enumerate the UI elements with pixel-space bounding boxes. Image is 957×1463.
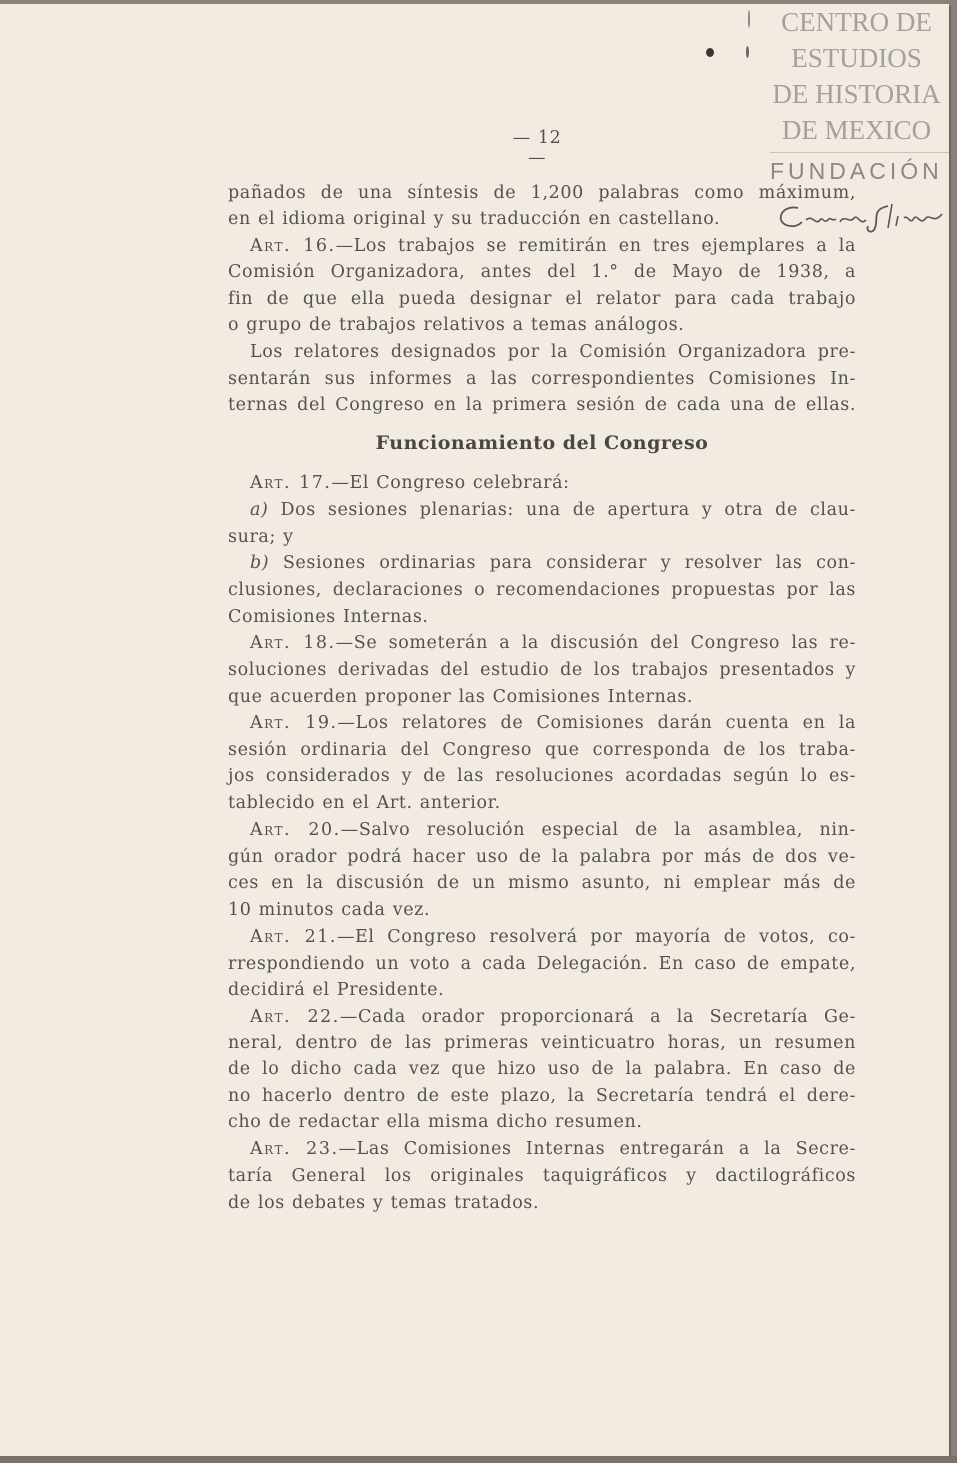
text-line: sentarán sus informes a las correspondientes Comisiones In- [228,369,856,389]
text-span: Sesiones ordinarias para considerar y resolver las con- [269,553,856,573]
text-line: 10 minutos cada vez. [228,900,431,920]
text-line: taría General los originales taquigráficos y dactilográficos [228,1166,856,1186]
text-line: que acuerden proponer las Comisiones Internas. [228,687,694,707]
stamp-line: CENTRO DE [781,7,932,37]
text-line: rrespondiendo un voto a cada Delegación. En caso de empate, [228,954,856,974]
library-stamp [764,4,949,154]
list-letter: a) [250,500,269,520]
text-span: —Se someterán a la discusión del Congreso las re- [335,633,856,653]
text-line [250,632,856,654]
text-line [250,712,856,734]
article-label: Art. 18. [250,633,336,653]
text-line: neral, dentro de las primeras veinticuatro horas, un resumen [228,1033,856,1053]
text-line: sesión ordinaria del Congreso que corresponda de los traba- [228,740,856,760]
text-line: Comisión Organizadora, antes del 1.° de Mayo de 1938, a [228,262,856,282]
text-line: pañados de una síntesis de 1,200 palabras como máximum, [228,183,856,203]
text-line [250,1138,856,1160]
text-line: fin de que ella pueda designar el relator para cada trabajo [228,289,856,309]
stamp-line: DE HISTORIA [772,79,941,109]
ink-speck [746,46,749,58]
article-label: Art. 23. [250,1139,339,1159]
text-line [250,819,856,841]
text-line: o grupo de trabajos relativos a temas análogos. [228,315,685,335]
list-letter: b) [250,553,270,573]
text-line: tablecido en el Art. anterior. [228,793,501,813]
article-label: Art. 19. [250,713,338,733]
text-line: de los debates y temas tratados. [228,1193,540,1213]
text-line: decidirá el Presidente. [228,980,445,1000]
article-label: Art. 17. [250,473,332,493]
section-heading: Funcionamiento del Congreso [375,432,709,454]
text-line [250,926,856,948]
text-span: —El Congreso celebrará: [331,473,570,493]
article-label: Art. 16. [250,236,336,256]
scan-edge [0,1456,957,1463]
text-line: jos considerados y de las resoluciones acordadas según lo es- [228,766,856,786]
text-line: en el idioma original y su traducción en castellano. [228,209,721,229]
article-label: Art. 20. [250,820,341,840]
text-span: —Cada orador proporcionará a la Secretaría Ge- [339,1007,856,1027]
ink-speck [706,48,714,57]
text-line [250,1006,856,1028]
article-label: Art. 22. [250,1007,340,1027]
text-line: no hacerlo dentro de este plazo, la Secretaría tendrá el dere- [228,1086,856,1106]
stamp-divider [770,152,949,153]
fundacion-label: FUNDACIÓN [770,158,943,184]
text-span: —Los relatores de Comisiones darán cuenta en la [337,713,856,733]
text-span: —Las Comisiones Internas entregarán a la Secre- [338,1139,856,1159]
text-line [250,499,856,521]
text-span: —El Congreso resolverá por mayoría de votos, co- [336,927,856,947]
text-line: ces en la discusión de un mismo asunto, ni emplear más de [228,873,856,893]
text-span: Dos sesiones plenarias: una de apertura y otra de clau- [268,500,856,520]
ink-speck [748,10,750,28]
text-line: de lo dicho cada vez que hizo uso de la palabra. En caso de [228,1059,856,1079]
text-line: cho de redactar ella misma dicho resumen. [228,1112,643,1132]
text-line: sura; y [228,527,294,547]
text-line: Comisiones Internas. [228,607,429,627]
text-line [250,552,856,574]
text-line: clusiones, declaraciones o recomendaciones propuestas por las [228,580,856,600]
article-label: Art. 21. [250,927,337,947]
text-line [250,235,856,257]
stamp-line: DE MEXICO [781,115,932,145]
text-line [250,472,856,494]
text-line: gún orador podrá hacer uso de la palabra por más de dos ve- [228,847,856,867]
text-span: —Salvo resolución especial de la asamblea, nin- [340,820,856,840]
page-number: — 12 — [512,128,562,168]
stamp-line: ESTUDIOS [791,43,922,73]
text-line: soluciones derivadas del estudio de los trabajos presentados y [228,660,856,680]
text-span: —Los trabajos se remitirán en tres ejemplares a la [335,236,856,256]
text-line: ternas del Congreso en la primera sesión de cada una de ellas. [228,395,856,415]
text-line: Los relatores designados por la Comisión Organizadora pre- [250,342,856,362]
